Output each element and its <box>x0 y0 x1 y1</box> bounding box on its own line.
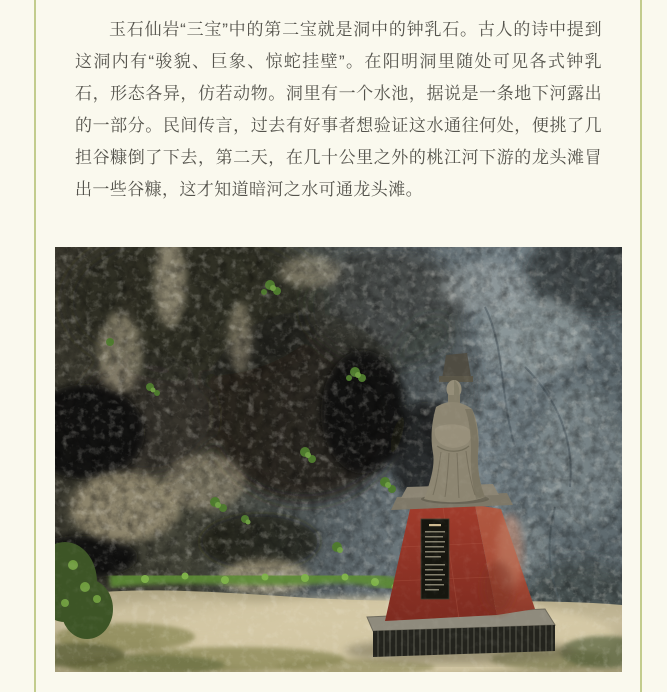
cave-statue-photo <box>55 247 622 672</box>
article-paragraph: 玉石仙岩“三宝”中的第二宝就是洞中的钟乳石。古人的诗中提到这洞内有“骏貌、巨象、惊蛇挂壁”。在阳明洞里随处可见各式钟乳石，形态各异，仿若动物。洞里有一个水池，据说是一条地下河露出的一部分。民间传言，过去有好事者想验证这水通往何处，便挑了几担谷糠倒了下去，第二天，在几十公里之外的桃江河下游的龙头滩冒出一些谷糠，这才知道暗河之水可通龙头滩。 <box>75 20 602 199</box>
cave-statue-illustration <box>55 247 622 672</box>
article-body <box>75 14 602 206</box>
photo-grain <box>55 247 622 672</box>
right-border-rule <box>640 0 642 692</box>
left-border-rule <box>34 0 36 692</box>
